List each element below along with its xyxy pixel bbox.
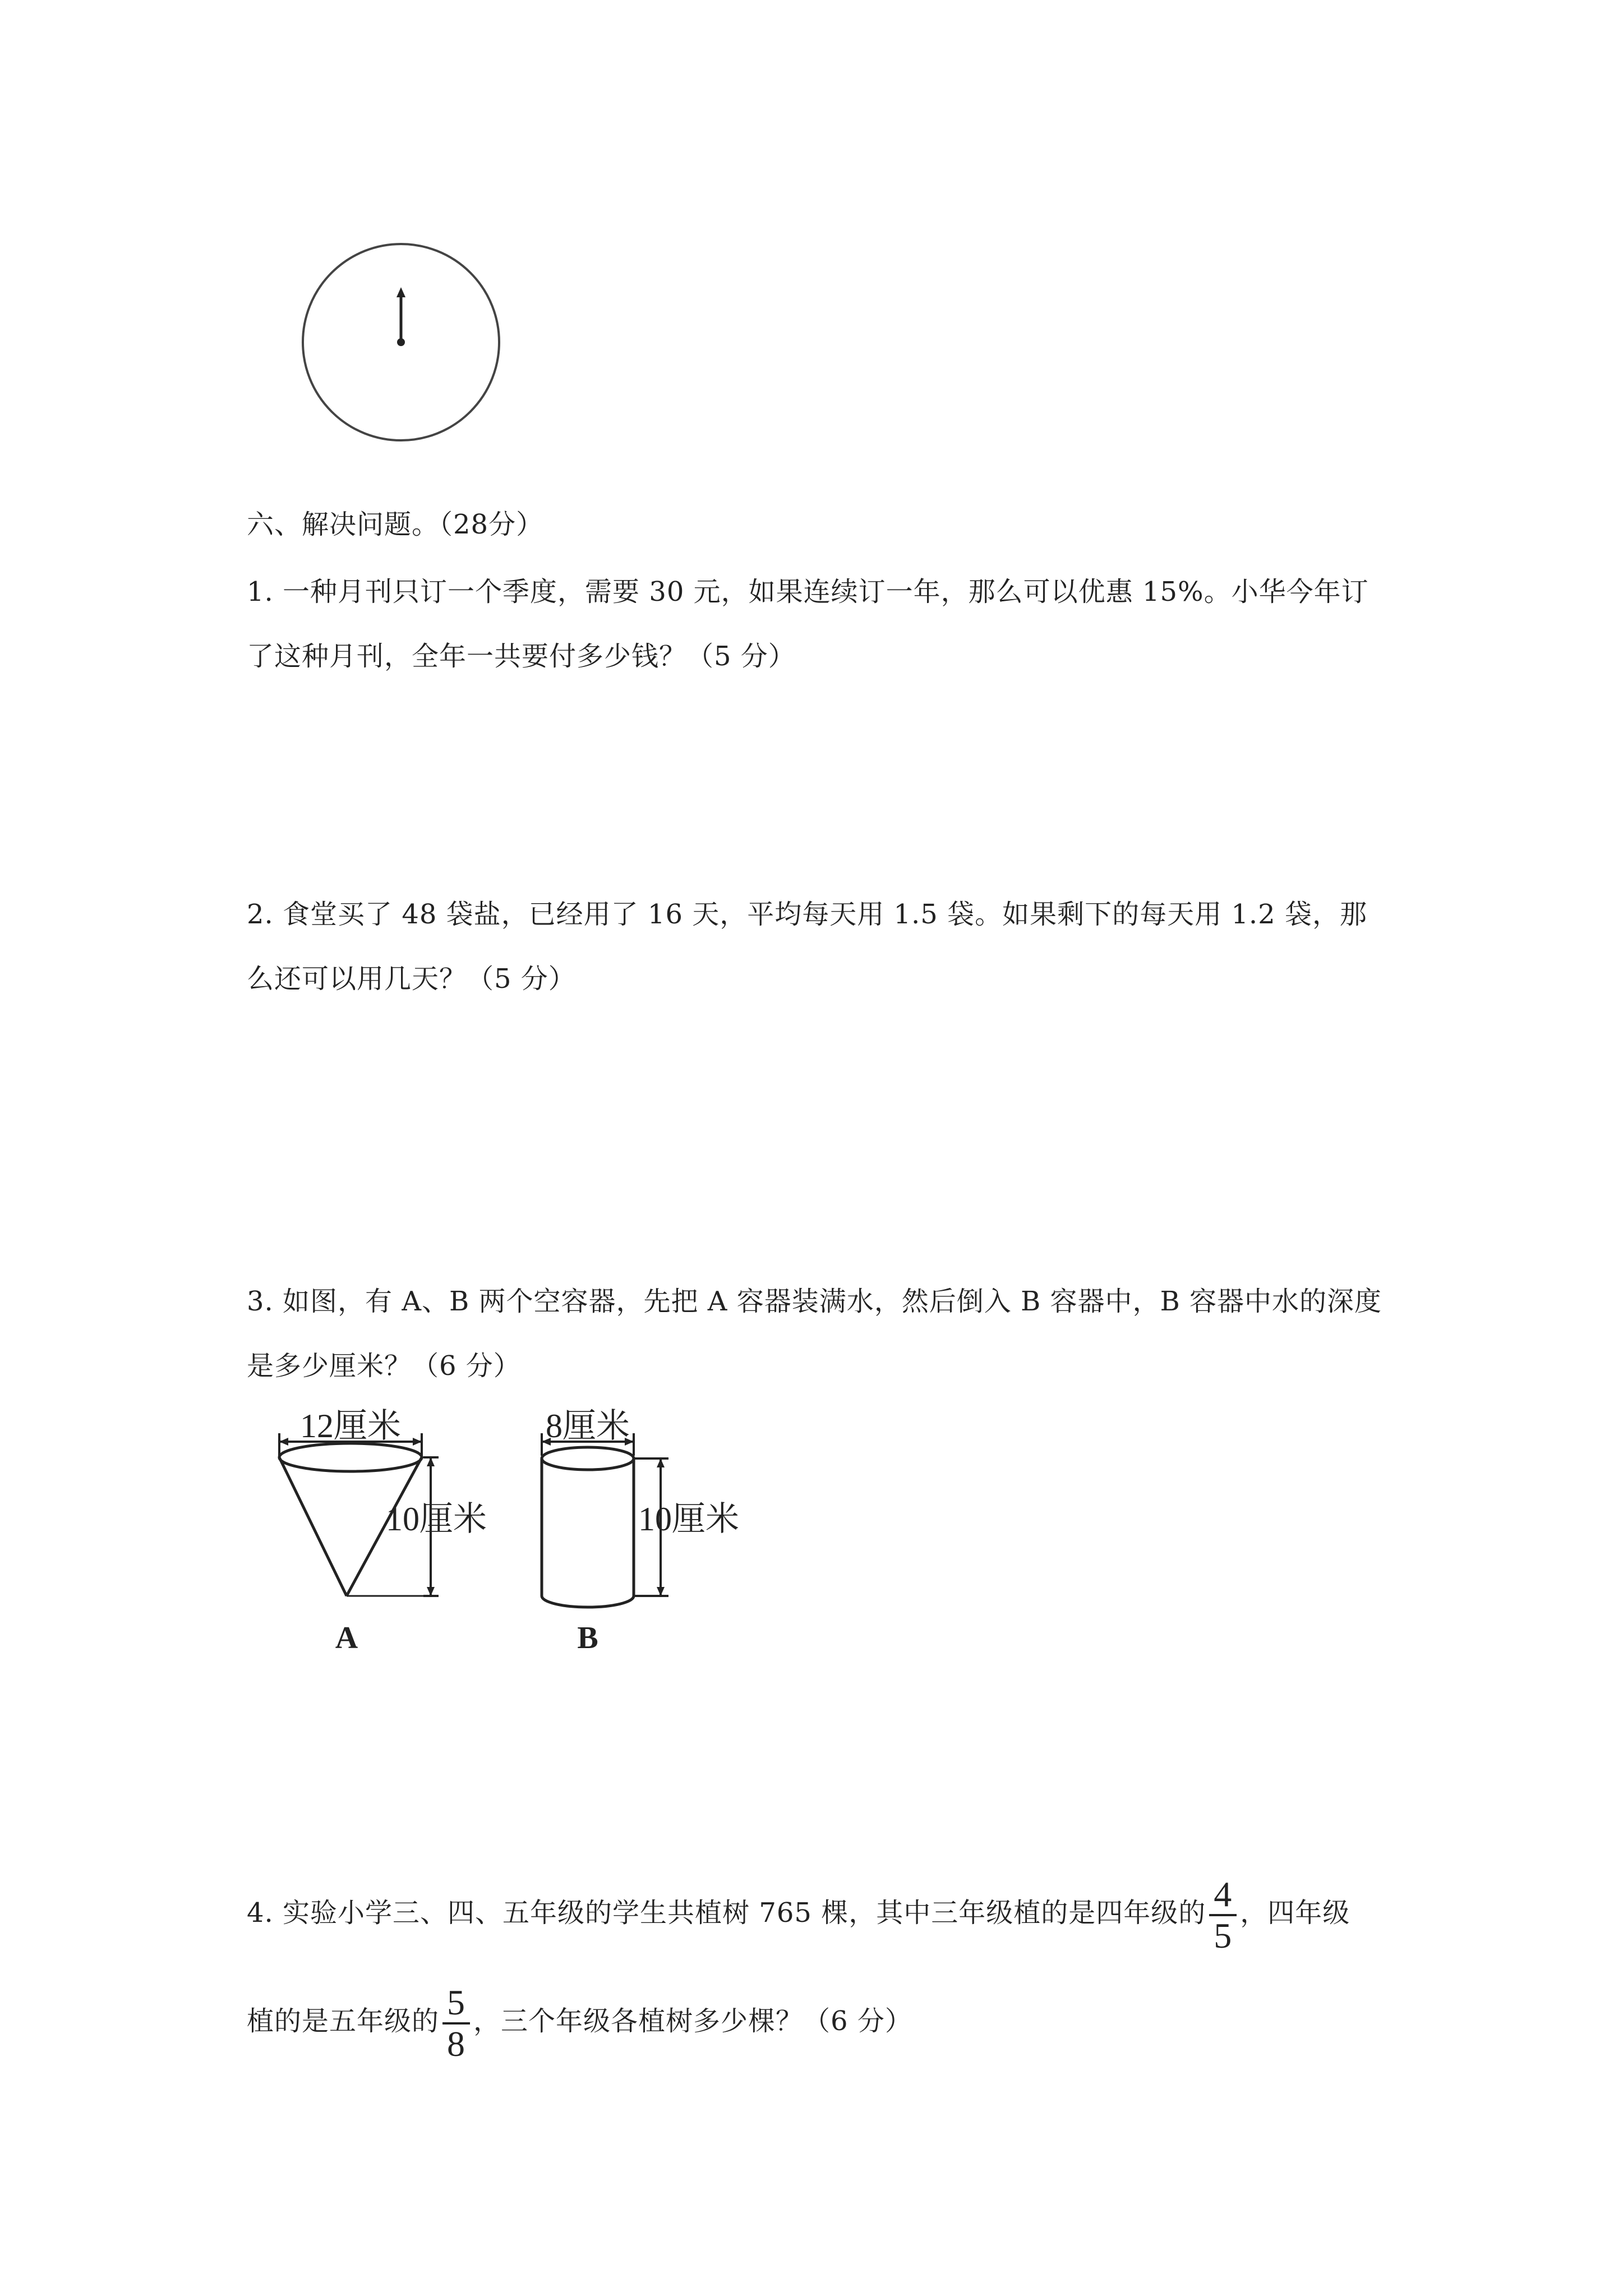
question-3-line-2: 是多少厘米？（6 分） <box>247 1350 521 1382</box>
clock-figure <box>297 236 505 449</box>
question-2-line-1: 2. 食堂买了 48 袋盐，已经用了 16 天，平均每天用 1.5 袋。如果剩下的每天用 1.2 袋，那 <box>247 899 1367 930</box>
section-title: 六、解决问题。（28分） <box>247 509 544 540</box>
cone-name: A <box>335 1621 358 1655</box>
cylinder-diameter-label: 8厘米 <box>546 1407 630 1444</box>
clock-center-dot <box>397 338 405 346</box>
question-4-line-1-text: 4. 实验小学三、四、五年级的学生共植树 765 棵，其中三年级植的是四年级的 <box>247 1897 1206 1929</box>
fraction-denominator: 8 <box>447 2023 466 2064</box>
question-1-line-2: 了这种月刊，全年一共要付多少钱？（5 分） <box>247 641 796 672</box>
question-4-line-1 <box>247 1871 1350 1955</box>
fraction-numerator: 5 <box>442 1983 470 2024</box>
question-4-line-2-tail: ，三个年级各植树多少棵？（6 分） <box>473 2005 912 2037</box>
cylinder-b <box>542 1407 739 1655</box>
cone-height-label: 10厘米 <box>386 1501 487 1538</box>
fraction-five-eighths <box>442 1983 470 2064</box>
fraction-denominator: 5 <box>1214 1915 1233 1955</box>
containers-figure <box>264 1402 768 1666</box>
fraction-numerator: 4 <box>1209 1875 1237 1916</box>
cone-diameter-label: 12厘米 <box>300 1407 401 1444</box>
cone-a <box>279 1407 487 1655</box>
question-1-line-1: 1. 一种月刊只订一个季度，需要 30 元，如果连续订一年，那么可以优惠 15%。小华今年订 <box>247 576 1369 608</box>
cylinder-name: B <box>577 1621 598 1655</box>
cylinder-height-label: 10厘米 <box>638 1501 739 1538</box>
clock-hand-arrowhead <box>396 287 405 297</box>
question-4-line-1-tail: ，四年级 <box>1240 1897 1350 1929</box>
question-4-line-2-text: 植的是五年级的 <box>247 2005 440 2037</box>
question-2-line-2: 么还可以用几天？（5 分） <box>247 963 576 995</box>
question-3-line-1: 3. 如图，有 A、B 两个空容器，先把 A 容器装满水，然后倒入 B 容器中，B 容器中水的深度 <box>247 1286 1382 1317</box>
question-4-line-2 <box>247 1979 912 2064</box>
fraction-four-fifths <box>1209 1875 1237 1955</box>
